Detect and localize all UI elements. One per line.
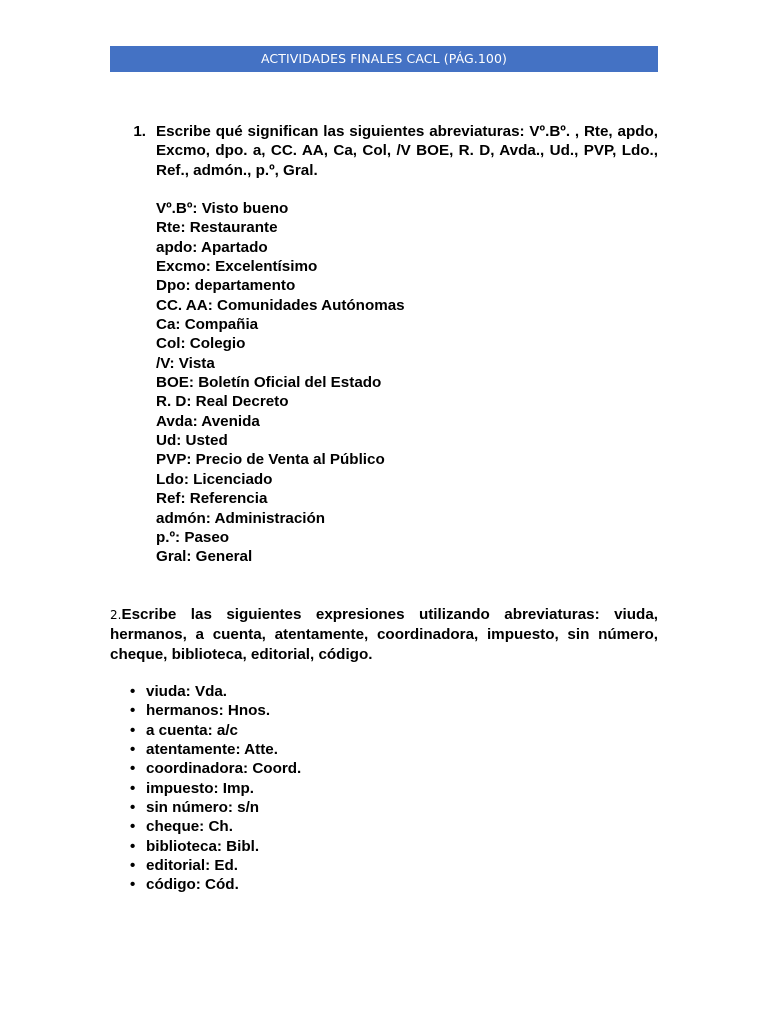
bullet-icon: • <box>130 683 136 700</box>
bullet-item-text: cheque: Ch. <box>146 818 233 836</box>
answer-item: Rte: Restaurante <box>156 219 278 237</box>
question-2 <box>110 605 658 664</box>
bullet-item <box>128 817 628 836</box>
answer-item: BOE: Boletín Oficial del Estado <box>156 374 382 392</box>
bullet-item-text: biblioteca: Bibl. <box>146 837 260 855</box>
header-title: ACTIVIDADES FINALES CACL (PÁG.100) <box>260 51 508 66</box>
bullet-item-text: atentamente: Atte. <box>146 741 278 759</box>
answer-item: Col: Colegio <box>156 335 246 353</box>
bullet-item <box>128 875 628 894</box>
bullet-item-text: editorial: Ed. <box>146 857 238 875</box>
answer-item: apdo: Apartado <box>156 238 268 256</box>
answer-item: Gral: General <box>156 548 253 566</box>
bullet-icon: • <box>130 721 136 739</box>
bullet-icon: • <box>130 876 136 894</box>
bullet-item <box>128 759 628 778</box>
bullet-icon: • <box>130 760 136 778</box>
bullet-item <box>128 798 628 817</box>
answer-item: CC. AA: Comunidades Autónomas <box>156 296 405 314</box>
answer-item: Excmo: Excelentísimo <box>156 258 318 276</box>
answer-item: PVP: Precio de Venta al Público <box>156 451 385 469</box>
answer-item: Ref: Referencia <box>156 490 268 508</box>
bullet-item-text: hermanos: Hnos. <box>146 702 271 720</box>
bullet-item-text: viuda: Vda. <box>146 683 228 700</box>
bullet-item <box>128 740 628 759</box>
bullet-item-text: sin número: s/n <box>146 799 260 817</box>
bullet-icon: • <box>130 857 136 875</box>
question-2-number: 2. <box>110 608 122 622</box>
bullet-item-text: coordinadora: Coord. <box>146 760 302 778</box>
answer-item: R. D: Real Decreto <box>156 393 289 411</box>
answer-item: Avda: Avenida <box>156 412 260 430</box>
bullet-item <box>128 856 628 875</box>
bullet-item-text: a cuenta: a/c <box>146 721 239 739</box>
answer-item: /V: Vista <box>156 354 215 372</box>
bullet-icon: • <box>130 741 136 759</box>
question-1-prompt: Escribe qué significan las siguientes abreviaturas: Vº.Bº. , Rte, apdo, Excmo, dpo. a, CC. AA, Ca, Col, /V BOE, R. D, Avda., Ud., PVP, Ldo., Ref., admón., p.º, Gral. <box>156 123 658 179</box>
question-2-prompt: Escribe las siguientes expresiones utilizando abreviaturas: viuda, hermanos, a cuenta, atentamente, coordinadora, impuesto, sin número, cheque, biblioteca, editorial, código. <box>110 606 658 663</box>
bullet-item-text: impuesto: Imp. <box>146 779 255 797</box>
answer-item: p.º: Paseo <box>156 528 230 546</box>
answer-item: Ud: Usted <box>156 432 228 450</box>
bullet-icon: • <box>130 818 136 836</box>
answer-item: Ca: Compañia <box>156 316 259 334</box>
answer-item: Vº.Bº: Visto bueno <box>156 200 289 217</box>
question-1 <box>110 122 658 180</box>
bullet-item <box>128 682 628 701</box>
bullet-icon: • <box>130 837 136 855</box>
bullet-item <box>128 837 628 856</box>
bullet-item-text: código: Cód. <box>146 876 239 894</box>
question-1-number: 1. <box>133 123 146 140</box>
question-2-answer-list <box>128 682 628 895</box>
bullet-item <box>128 779 628 798</box>
bullet-item <box>128 701 628 720</box>
answer-item: admón: Administración <box>156 509 326 527</box>
bullet-icon: • <box>130 799 136 817</box>
question-1-answer-list <box>156 199 656 567</box>
bullet-icon: • <box>130 779 136 797</box>
page-header-banner <box>110 46 658 72</box>
answer-item: Ldo: Licenciado <box>156 470 273 488</box>
bullet-icon: • <box>130 702 136 720</box>
bullet-item <box>128 721 628 740</box>
answer-item: Dpo: departamento <box>156 277 296 295</box>
